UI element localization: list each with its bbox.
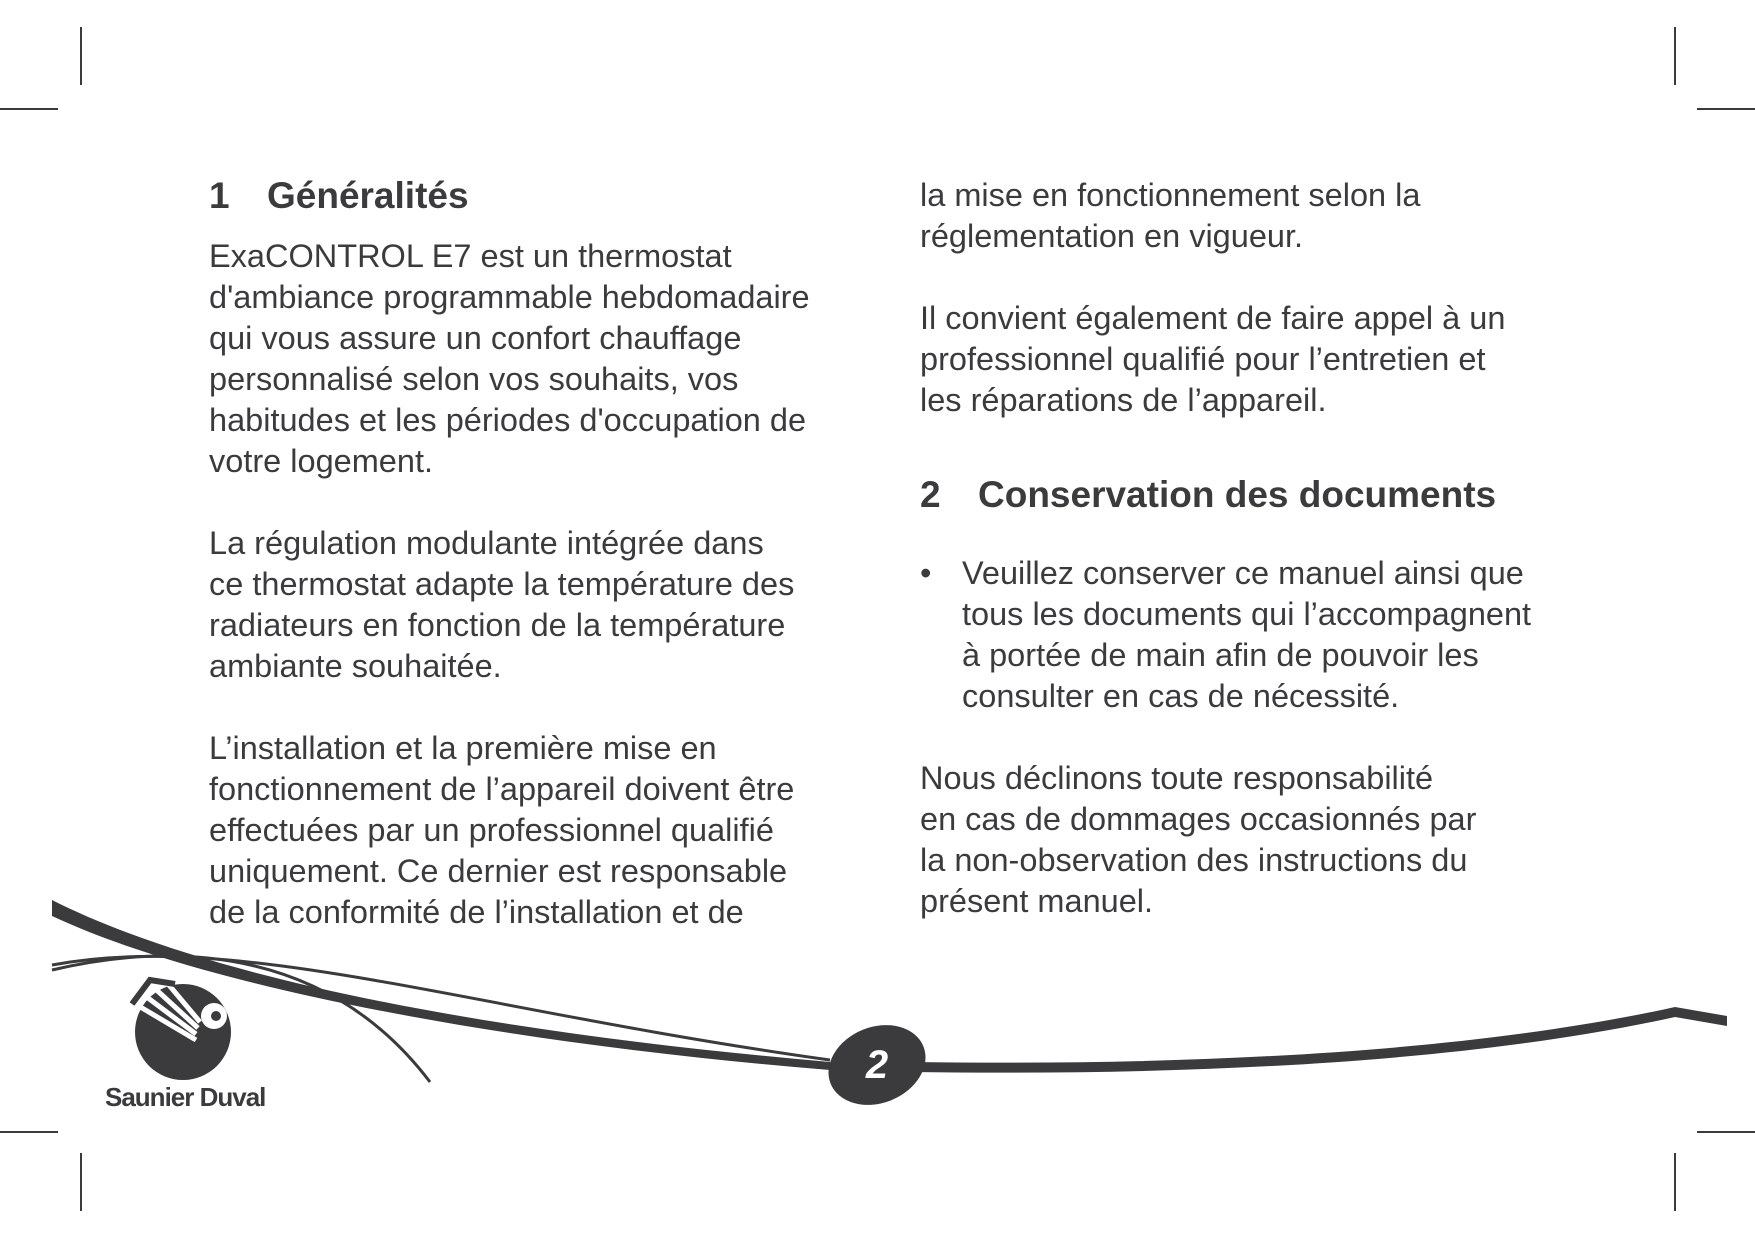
- left-column: [209, 172, 859, 933]
- section-heading-generalites: [209, 172, 859, 220]
- section-heading-conservation: [920, 471, 1600, 519]
- bullet-item: [920, 553, 1600, 717]
- section-number: 2: [920, 474, 941, 515]
- right-column: [920, 175, 1600, 922]
- paragraph: Nous déclinons toute responsabilité en cas de dommages occasionnés par la non-observation des instructions du présent manuel.: [920, 760, 1477, 919]
- section-title: Conservation des documents: [978, 474, 1497, 515]
- bullet-marker: •: [920, 555, 932, 591]
- paragraph: L’installation et la première mise en fonctionnement de l’appareil doivent être effectuées par un professionnel qualifié uniquement. Ce dernier est responsable de la conformité de l’installation et de: [209, 730, 795, 930]
- page-number: 2: [865, 1042, 889, 1087]
- section-title: Généralités: [267, 175, 469, 216]
- bullet-text: Veuillez conserver ce manuel ainsi que tous les documents qui l’accompagnent à portée de main afin de pouvoir les consulter en cas de nécessité.: [962, 555, 1532, 714]
- brand-name: Saunier Duval: [105, 1082, 266, 1112]
- paragraph: La régulation modulante intégrée dans ce thermostat adapte la température des radiateurs en fonction de la température ambiante souhaitée.: [209, 525, 795, 684]
- paragraph: Il convient également de faire appel à un professionnel qualifié pour l’entretien et les réparations de l’appareil.: [920, 300, 1506, 418]
- paragraph: ExaCONTROL E7 est un thermostat d'ambiance programmable hebdomadaire qui vous assure un confort chauffage personnalisé selon vos souhaits, vos habitudes et les périodes d'occupation de votre logement.: [209, 238, 810, 479]
- paragraph: la mise en fonctionnement selon la réglementation en vigueur.: [920, 177, 1421, 254]
- saunier-duval-logo-icon: [132, 978, 231, 1080]
- section-number: 1: [209, 175, 230, 216]
